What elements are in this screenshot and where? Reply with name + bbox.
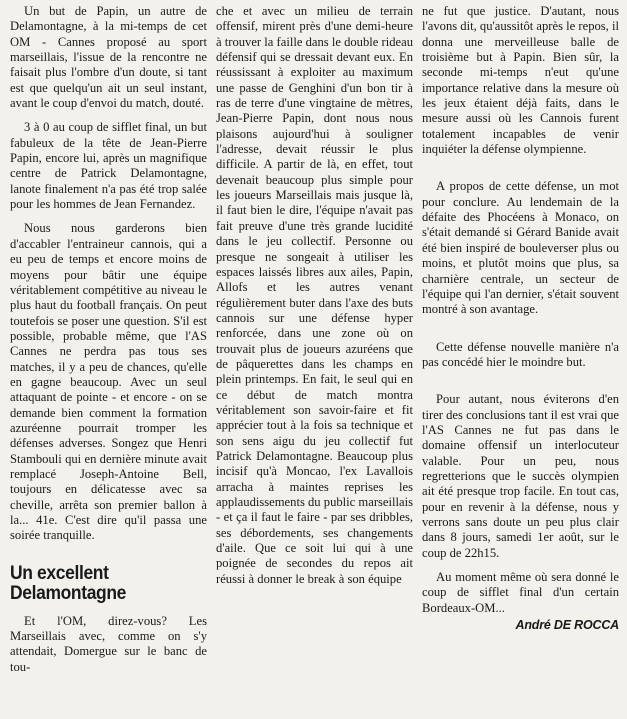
paragraph: A propos de cette défense, un mot pour conclure. Au lendemain de la défaite des Phocéens à Monaco, on s'était demandé si Gérard Banide avait été bien inspiré de bouleverser plus ou moins, et plutôt moins que plus, sa charnière centrale, un secteur de l'équipe qui l'an dernier, s'était souvent montré à son avantage. <box>422 179 619 317</box>
paragraph: Cette défense nouvelle manière n'a pas concédé hier le moindre but. <box>422 339 619 369</box>
article-columns <box>10 4 619 675</box>
paragraph: Et l'OM, direz-vous? Les Marseillais avec, comme on s'y attendait, Domergue sur le banc de tou- <box>10 613 207 674</box>
paragraph: 3 à 0 au coup de sifflet final, un but fabuleux de la tête de Jean-Pierre Papin, encore lui, après un magnifique centre de Patrick Delamontagne, lanote finalement n'a pas été trop salée pour les hommes de Jean Fernandez. <box>10 120 207 212</box>
column-2 <box>216 4 413 675</box>
author-byline: André DE ROCCA <box>515 618 619 633</box>
paragraph: ne fut que justice. D'autant, nous l'avons dit, qu'aussitôt après le repos, il donna une merveilleuse balle de troisième but à Papin. Bien sûr, la seconde mi-temps n'eut qu'une importance relative dans la mesure où les jeux étaient déjà faits, dans le mesure aussi où les Cannois furent totalement incapables de venir inquiéter la défense olympienne. <box>422 4 619 157</box>
paragraph: Au moment même où sera donné le coup de sifflet final d'un certain Bordeaux-OM... <box>422 570 619 615</box>
paragraph: Un but de Papin, un autre de Delamontagne, à la mi-temps de cet OM - Cannes proposé au sport marseillais, l'issue de la rencontre ne faisait plus l'ombre d'un doute, si tant est que quelqu'un ait un seul instant, avant le coup d'envoi du match, douté. <box>10 4 207 111</box>
column-3 <box>422 4 619 675</box>
subheading: Un excellent Delamontagne <box>10 562 127 604</box>
paragraph: che et avec un milieu de terrain offensif, mirent près d'une demi-heure à trouver la faille dans le double rideau défensif qui se dressait devant eux. En réussissant à exploiter au maximum une passe de Genghini d'un bon tir à ras de terre d'une vingtaine de mètres, Jean-Pierre Papin, dont nous nous plaisons aujourd'hui à souligner l'adresse, devait réussir le plus difficile. A partir de là, en effet, tout devenait beaucoup plus simple pour les joueurs Marseillais mais jusque là, il faut bien le dire, l'équipe n'avait pas fait preuve d'une très grande lucidité dans le jeu collectif. Personne ou presque ne songeait à utiliser les espaces laissés libres aux ailes, Papin, Allofs et les autres venant régulièrement buter dans l'axe des buts cannois sur une défense hyper renforcée, dans une zone où on trouvait plus de joueurs azuréens que de pâquerettes dans les champs en plein printemps. En fait, le seul qui en ce début de match montra véritablement son savoir-faire et fit apprécier tout à la fois sa technique et son sens aigu du jeu collectif fut Patrick Delamontagne. Beaucoup plus incisif qu'à Moncao, l'ex Lavallois arracha à maintes reprises les applaudissements du public marseillais - et ça il faut le faire - par ses dribbles, ses débordements, ses changements d'aile. Que ce soit lui qui à une poignée de secondes du repos ait réussi à donner le break à son équipe <box>216 4 413 586</box>
paragraph: Pour autant, nous éviterons d'en tirer des conclusions tant il est vrai que l'AS Cannes ne fut pas dans le domaine offensif un interlocuteur valable. Pour un peu, nous regretterions que le succès olympien ait été presque trop facile. En tout cas, pour en revenir à la défense, nous y verrons sans doute un peu plus clair dans 8 jours, samedi 1er août, sur le coup de 22h15. <box>422 392 619 560</box>
column-1 <box>10 4 207 675</box>
paragraph: Nous nous garderons bien d'accabler l'entraineur cannois, qui a eu peu de temps et encore moins de moyens pour bâtir une équipe véritablement compétitive au niveau le plus haut du football français. On peut toutefois se poser une question. S'il est possible, probable même, que l'AS Cannes ne perdra pas tous ses matches, il y a peu de chances, qu'elle en gagne beaucoup. Avec un seul attaquant de pointe - et encore - on se demande bien comment la formation azuréenne pourrait tromper les défenses adverses. Songez que Henri Stambouli qui en dernière minute avait remplacé Joseph-Antoine Bell, toujours en délicatesse avec sa cheville, arrêta son premier ballon à la... 41e. C'est dire qu'il passa une soirée tranquille. <box>10 221 207 543</box>
